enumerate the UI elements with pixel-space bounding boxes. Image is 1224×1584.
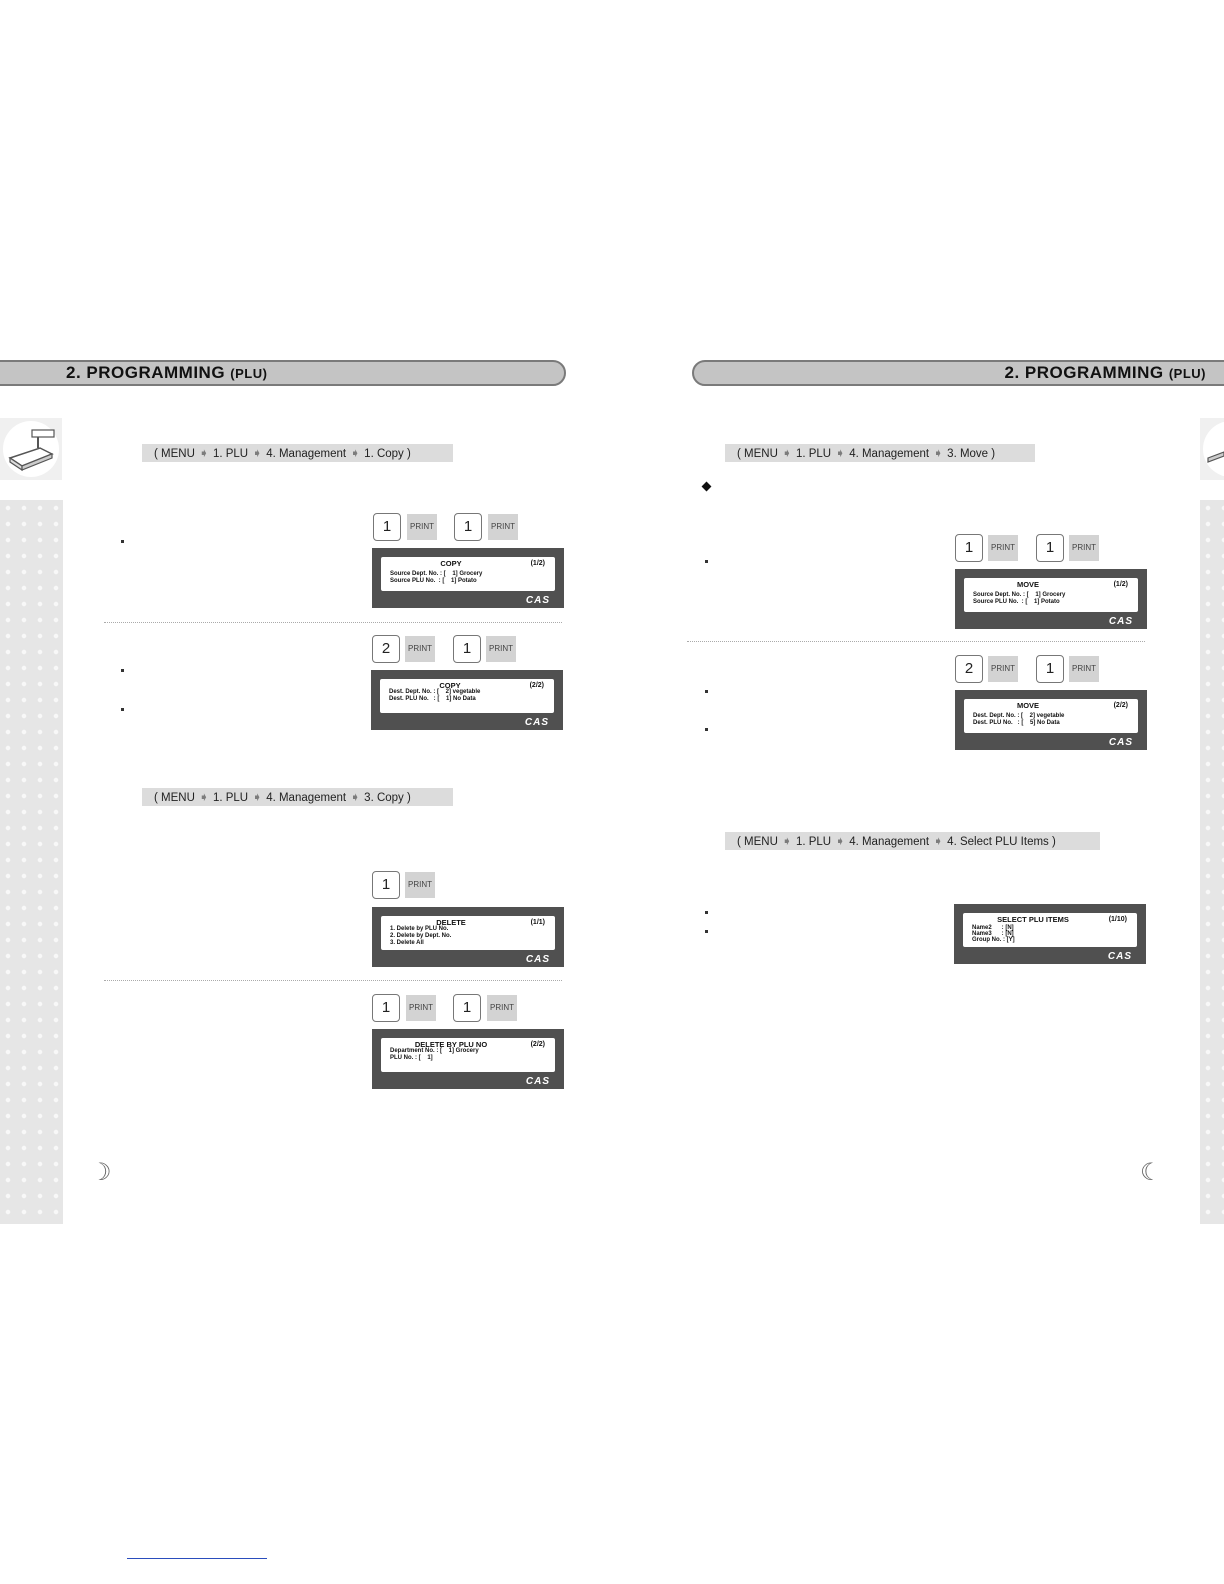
left-page-header	[0, 360, 566, 386]
lcd-display-copy-2: COPY (2/2) Dest. Dept. No. : [ 2] vegetable Dest. PLU No. : [ 1] No Data CAS	[371, 670, 563, 730]
print-key[interactable]: PRINT	[486, 636, 516, 662]
cas-logo: CAS	[1108, 616, 1133, 627]
left-decorative-strip	[0, 500, 63, 1224]
divider	[104, 980, 562, 981]
key-1[interactable]: 1	[1036, 534, 1064, 562]
cas-logo: CAS	[1107, 951, 1132, 962]
scale-icon	[0, 418, 62, 480]
print-key[interactable]: PRINT	[406, 995, 436, 1021]
print-key[interactable]: PRINT	[1069, 535, 1099, 561]
left-page-title: 2. PROGRAMMING (PLU)	[66, 363, 268, 382]
print-key[interactable]: PRINT	[487, 995, 517, 1021]
cas-logo: CAS	[525, 595, 550, 606]
cas-logo: CAS	[525, 1076, 550, 1087]
lcd-display-delete-2: DELETE BY PLU NO (2/2) Department No. : [ 1] Grocery PLU No. : [ 1] CAS	[372, 1029, 564, 1089]
key-1[interactable]: 1	[955, 534, 983, 562]
list-bullet	[705, 911, 708, 914]
key-1[interactable]: 1	[453, 635, 481, 663]
diamond-bullet-icon	[702, 482, 712, 492]
key-1[interactable]: 1	[372, 871, 400, 899]
right-decorative-strip	[1200, 500, 1224, 1224]
key-2[interactable]: 2	[955, 655, 983, 683]
list-bullet	[705, 930, 708, 933]
print-key[interactable]: PRINT	[988, 656, 1018, 682]
key-1[interactable]: 1	[454, 513, 482, 541]
list-bullet	[121, 708, 124, 711]
lcd-display-copy-1: COPY (1/2) Source Dept. No. : [ 1] Grocery Source PLU No. : [ 1] Potato CAS	[372, 548, 564, 608]
divider	[104, 622, 562, 623]
footer-underline	[127, 1558, 267, 1559]
print-key[interactable]: PRINT	[405, 872, 435, 898]
cas-logo: CAS	[525, 954, 550, 965]
print-key[interactable]: PRINT	[1069, 656, 1099, 682]
breadcrumb-select: ( MENU ➧ 1. PLU ➧ 4. Management ➧ 4. Select PLU Items )	[725, 832, 1100, 850]
right-page-title: 2. PROGRAMMING (PLU)	[1004, 363, 1206, 382]
list-bullet	[705, 560, 708, 563]
page-corner-mark-right: ☾	[1140, 1159, 1162, 1186]
key-1[interactable]: 1	[373, 513, 401, 541]
lcd-display-move-2: MOVE (2/2) Dest. Dept. No. : [ 2] vegetable Dest. PLU No. : [ 5] No Data CAS	[955, 690, 1147, 750]
print-key[interactable]: PRINT	[988, 535, 1018, 561]
breadcrumb-delete: ( MENU ➧ 1. PLU ➧ 4. Management ➧ 3. Copy )	[142, 788, 453, 806]
lcd-display-delete-1: DELETE (1/1) 1. Delete by PLU No. 2. Delete by Dept. No. 3. Delete All CAS	[372, 907, 564, 967]
breadcrumb-move: ( MENU ➧ 1. PLU ➧ 4. Management ➧ 3. Move )	[725, 444, 1035, 462]
print-key[interactable]: PRINT	[488, 514, 518, 540]
page-corner-mark-left: ☽	[90, 1159, 112, 1186]
key-2[interactable]: 2	[372, 635, 400, 663]
breadcrumb-copy: ( MENU ➧ 1. PLU ➧ 4. Management ➧ 1. Copy )	[142, 444, 453, 462]
list-bullet	[121, 669, 124, 672]
right-page-header	[692, 360, 1224, 386]
cas-logo: CAS	[524, 717, 549, 728]
cas-logo: CAS	[1108, 737, 1133, 748]
print-key[interactable]: PRINT	[405, 636, 435, 662]
divider	[687, 641, 1145, 642]
key-1[interactable]: 1	[453, 994, 481, 1022]
print-key[interactable]: PRINT	[407, 514, 437, 540]
scale-icon-right	[1200, 418, 1224, 480]
lcd-display-move-1: MOVE (1/2) Source Dept. No. : [ 1] Grocery Source PLU No. : [ 1] Potato CAS	[955, 569, 1147, 629]
lcd-display-select-1: SELECT PLU ITEMS (1/10) Name2 : [N] Name3 : [N] Group No. : [Y] CAS	[954, 904, 1146, 964]
key-1[interactable]: 1	[372, 994, 400, 1022]
list-bullet	[121, 540, 124, 543]
key-1[interactable]: 1	[1036, 655, 1064, 683]
list-bullet	[705, 690, 708, 693]
list-bullet	[705, 728, 708, 731]
